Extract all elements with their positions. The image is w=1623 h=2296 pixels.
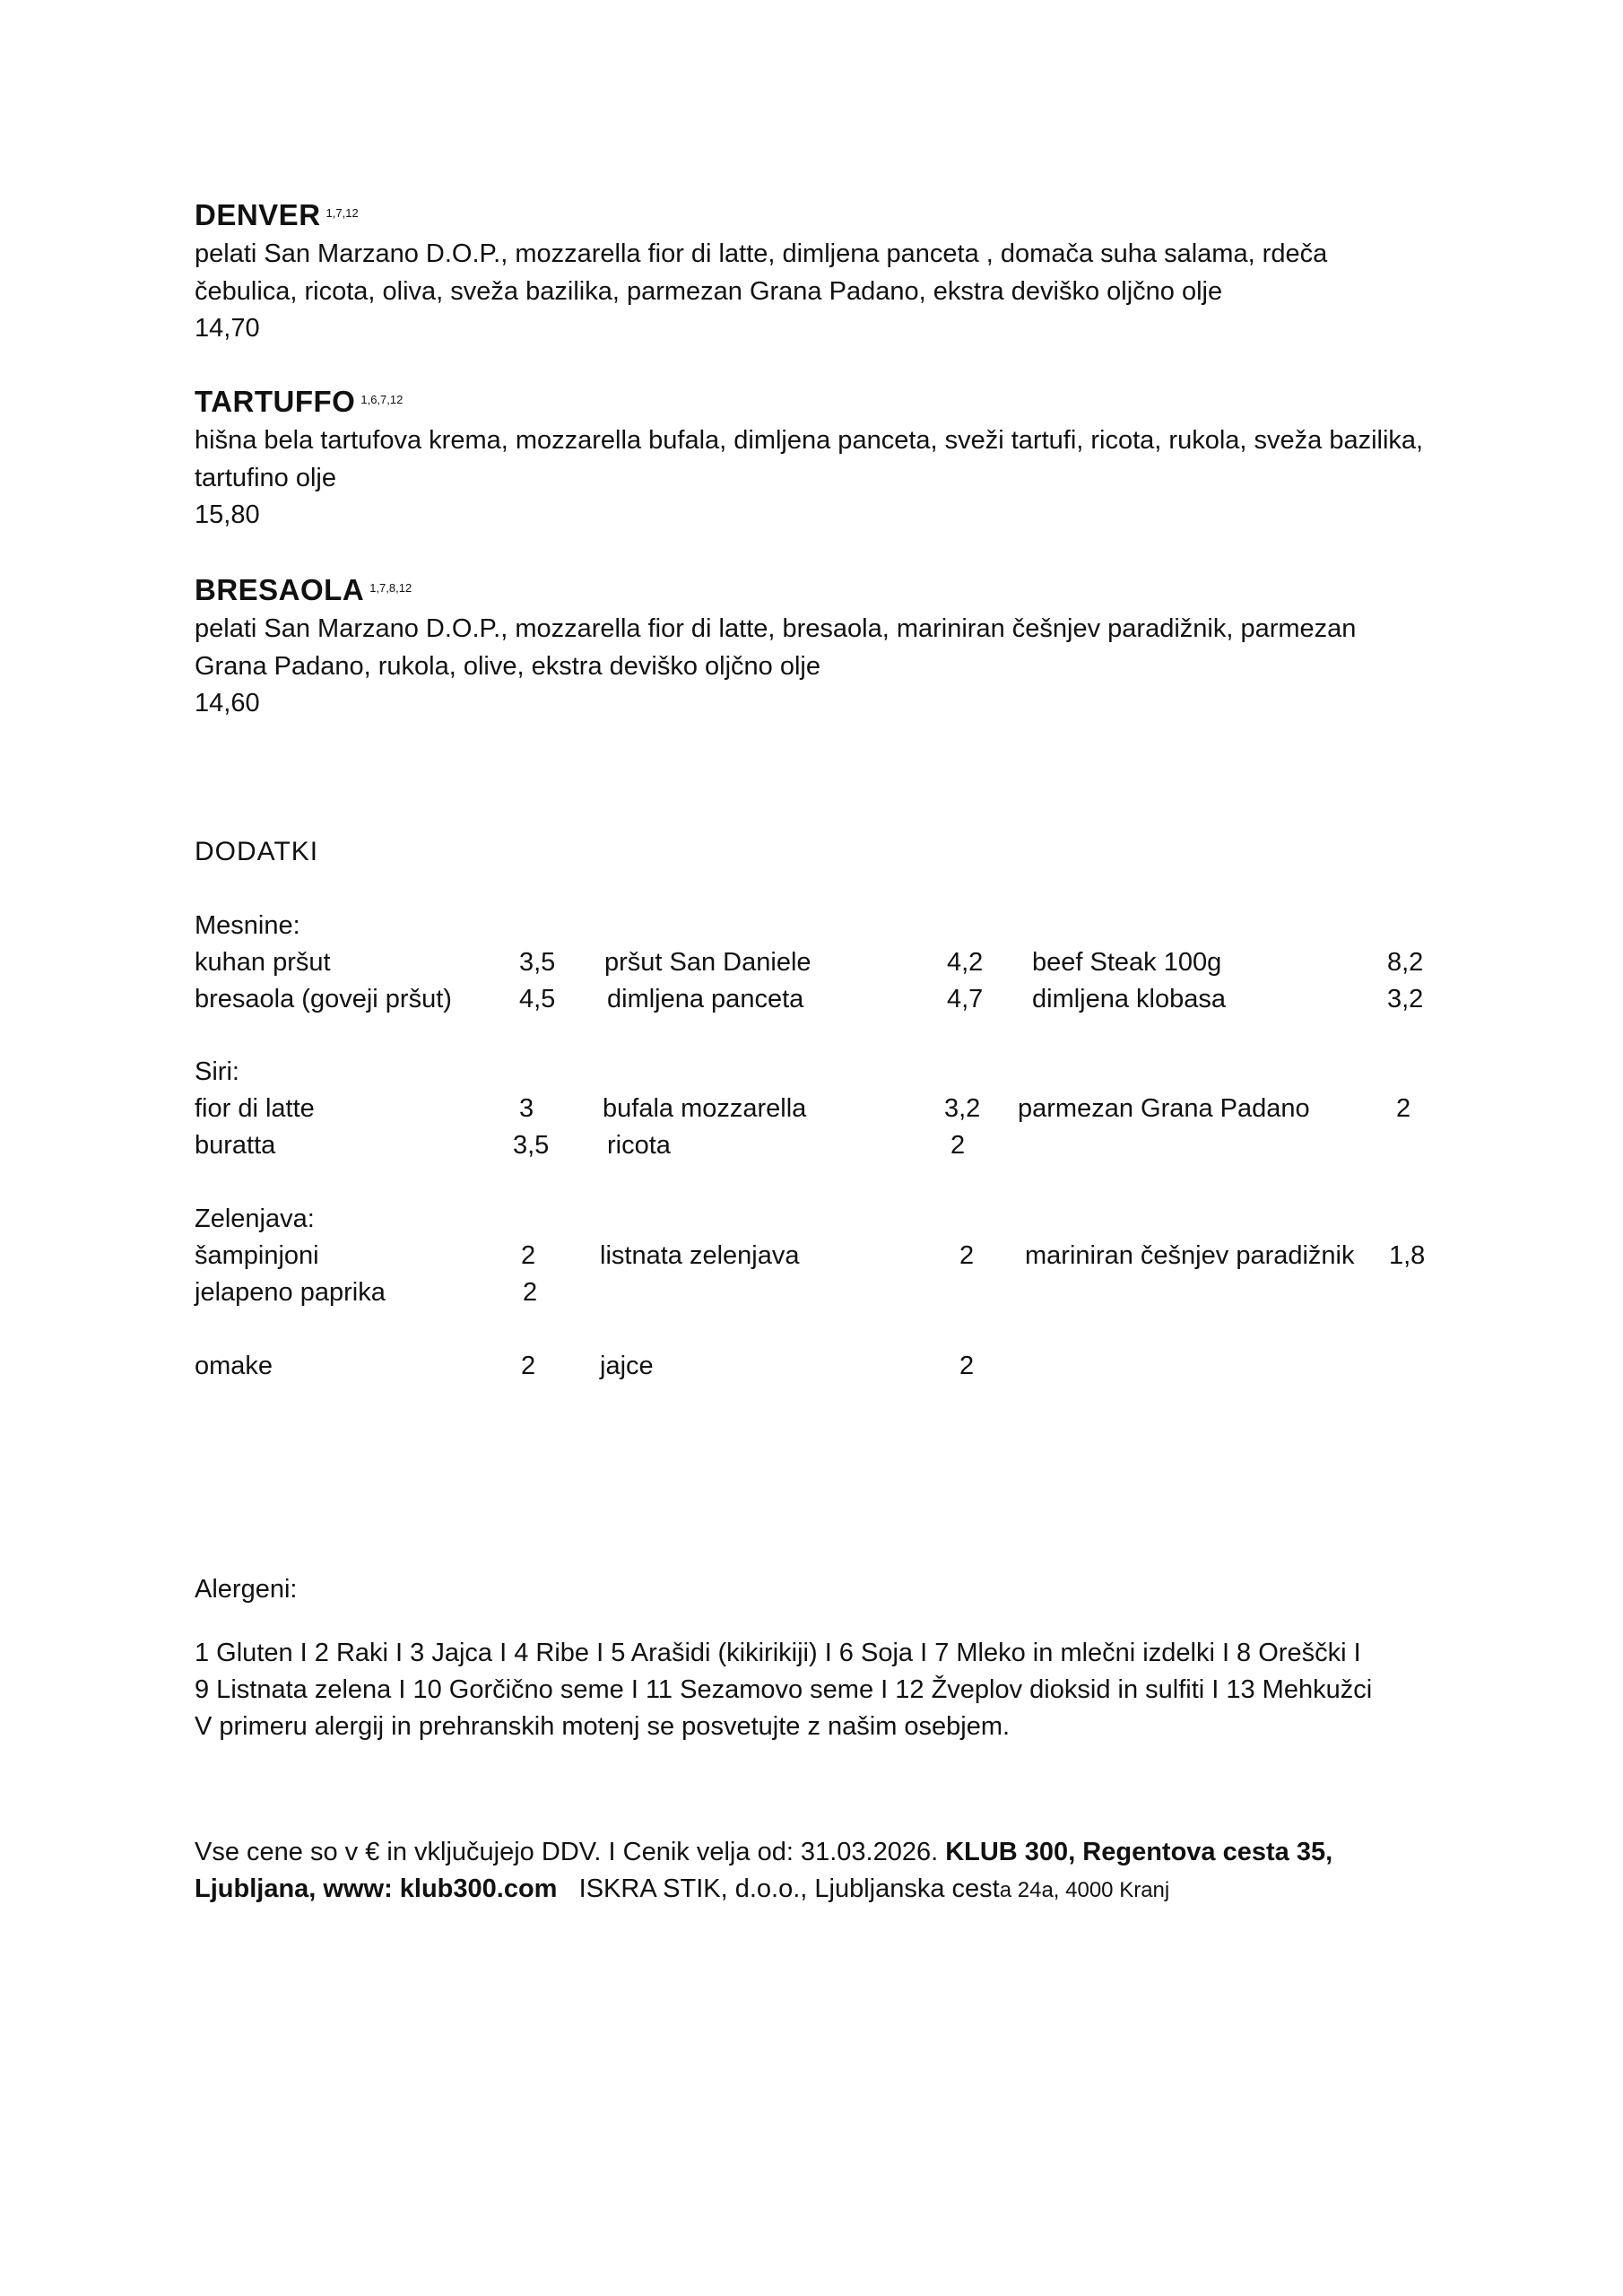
category-label-meats: Mesnine: [195, 911, 300, 940]
extra-name: jelapeno paprika [195, 1278, 386, 1307]
pizza-title: DENVER [195, 198, 321, 231]
extra-price: 2 [521, 1241, 536, 1270]
extra-price: 2 [959, 1241, 975, 1270]
allergen-codes: 1,6,7,12 [360, 393, 404, 406]
extra-name: parmezan Grana Padano [1018, 1094, 1310, 1123]
venue-address: KLUB 300, Regentova cesta 35, [945, 1838, 1333, 1866]
extra-name: omake [195, 1352, 273, 1380]
pizza-name [195, 384, 1432, 420]
category-label-vegetables: Zelenjava: [195, 1205, 315, 1233]
pizza-price: 14,70 [195, 314, 260, 343]
pizza-name [195, 572, 1432, 608]
footer-line-1 [195, 1834, 1468, 1871]
pizza-price: 14,60 [195, 689, 260, 718]
extra-name: beef Steak 100g [1032, 948, 1222, 977]
allergens-heading: Alergeni: [195, 1575, 298, 1604]
pizza-description: pelati San Marzano D.O.P., mozzarella fior di latte, bresaola, mariniran češnjev paradižnik, parmezan Grana Padano, rukola, olive, ekstra deviško oljčno olje [195, 614, 1357, 681]
extra-price: 4,2 [947, 948, 984, 977]
extra-price: 3,2 [944, 1094, 981, 1123]
footer-line-2 [195, 1871, 1468, 1909]
extra-price: 3,5 [513, 1131, 550, 1160]
pizza-item-bresaola [195, 572, 1432, 721]
allergens-list-line-1: 1 Gluten I 2 Raki I 3 Jajca I 4 Ribe I 5 Arašidi (kikirikiji) I 6 Soja I 7 Mleko in mlečni izdelki I 8 Oreščki I [195, 1639, 1361, 1667]
extras-title: DODATKI [195, 837, 319, 866]
extras-row [195, 944, 1468, 980]
allergens-note: V primeru alergij in prehranskih motenj se posvetujte z našim osebjem. [195, 1712, 1011, 1741]
extra-name: bufala mozzarella [603, 1094, 807, 1123]
category-label-cheeses: Siri: [195, 1057, 239, 1086]
extra-name: dimljena panceta [607, 985, 804, 1013]
pizza-title: BRESAOLA [195, 573, 365, 606]
extras-row [195, 1238, 1468, 1274]
extra-name: ricota [607, 1131, 671, 1160]
extra-price: 4,5 [519, 985, 556, 1013]
extra-name: buratta [195, 1131, 276, 1160]
allergen-codes: 1,7,12 [325, 206, 359, 220]
pizza-description: hišna bela tartufova krema, mozzarella bufala, dimljena panceta, sveži tartufi, ricota, rukola, sveža bazilika, tartufino olje [195, 426, 1424, 492]
extra-name: dimljena klobasa [1032, 985, 1227, 1013]
prices-note: Vse cene so v € in vključujejo DDV. I Cenik velja od: 31.03.2026. [195, 1838, 946, 1866]
venue-website: Ljubljana, www: klub300.com [195, 1874, 558, 1903]
allergens-list-line-2: 9 Listnata zelena I 10 Gorčično seme I 11 Sezamovo seme I 12 Žveplov dioksid in sulfiti I 13 Mehkužci [195, 1675, 1373, 1704]
extra-price: 8,2 [1387, 948, 1424, 977]
extra-price: 2 [959, 1352, 975, 1380]
extra-price: 3,5 [519, 948, 556, 977]
extra-name: bresaola (goveji pršut) [195, 985, 452, 1013]
extras-row [195, 1127, 1468, 1163]
company-info: ISKRA STIK, d.o.o., Ljubljanska cest [578, 1874, 1000, 1903]
extra-price: 4,7 [947, 985, 984, 1013]
pizza-description: pelati San Marzano D.O.P., mozzarella fior di latte, dimljena panceta , domača suha salama, rdeča čebulica, ricota, oliva, sveža bazilika, parmezan Grana Padano, ekstra deviško oljčno olje [195, 239, 1328, 306]
extras-row [195, 1091, 1468, 1126]
extra-name: listnata zelenjava [600, 1241, 800, 1270]
footer [195, 1834, 1468, 1909]
extras-row [195, 981, 1468, 1017]
pizza-item-tartuffo [195, 384, 1432, 533]
extra-price: 2 [950, 1131, 966, 1160]
extra-name: fior di latte [195, 1094, 315, 1123]
extra-price: 2 [523, 1278, 538, 1307]
extra-price: 1,8 [1389, 1241, 1426, 1270]
company-info-tail: a 24a, 4000 Kranj [999, 1878, 1170, 1902]
extra-price: 3 [519, 1094, 534, 1123]
extra-name: jajce [600, 1352, 654, 1380]
extra-price: 2 [1396, 1094, 1411, 1123]
pizza-price: 15,80 [195, 500, 260, 529]
pizza-name [195, 197, 1432, 233]
pizza-item-denver [195, 197, 1432, 346]
extra-price: 3,2 [1387, 985, 1424, 1013]
extra-name: pršut San Daniele [604, 948, 812, 977]
extra-name: šampinjoni [195, 1241, 319, 1270]
pizza-title: TARTUFFO [195, 385, 356, 418]
extra-price: 2 [521, 1352, 536, 1380]
extra-name: kuhan pršut [195, 948, 331, 977]
extras-row [195, 1274, 1468, 1310]
extras-row-other [195, 1348, 1468, 1384]
allergen-codes: 1,7,8,12 [369, 581, 412, 595]
extra-name: mariniran češnjev paradižnik [1025, 1241, 1355, 1270]
